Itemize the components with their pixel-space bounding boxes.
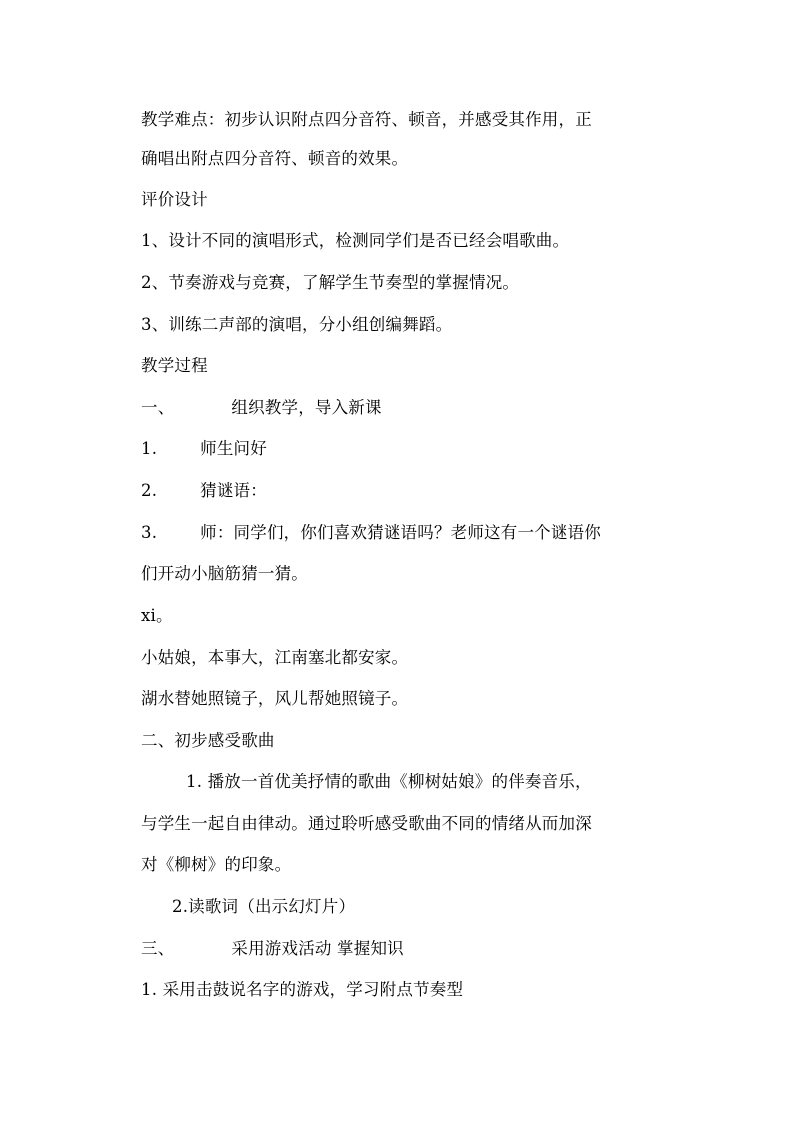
xi-line: xi。 <box>141 606 173 625</box>
step-3-number: 3. <box>141 523 158 542</box>
step-1-text: 师生问好 <box>200 439 267 458</box>
section-3-title: 采用游戏活动 掌握知识 <box>231 939 404 958</box>
section-2-heading: 二、初步感受歌曲 <box>141 731 275 750</box>
section-1-title: 组织教学，导入新课 <box>231 398 382 417</box>
riddle-line-1: 小姑娘，本事大，江南塞北都安家。 <box>141 648 409 667</box>
section-3-item-1: 1. 采用击鼓说名字的游戏，学习附点节奏型 <box>141 980 464 999</box>
evaluation-item-1: 1、设计不同的演唱形式，检测同学们是否已经会唱歌曲。 <box>141 231 570 250</box>
evaluation-item-2: 2、节奏游戏与竞赛，了解学生节奏型的掌握情况。 <box>141 273 520 292</box>
step-1 <box>141 439 267 459</box>
section-1-heading <box>141 398 382 418</box>
step-2-text: 猜谜语： <box>200 481 267 500</box>
step-3 <box>141 523 601 543</box>
step-2-number: 2. <box>141 481 158 500</box>
riddle-line-2: 湖水替她照镜子，风儿帮她照镜子。 <box>141 689 409 708</box>
step-1-number: 1. <box>141 439 158 458</box>
step-3-text: 师：同学们，你们喜欢猜谜语吗？老师这有一个谜语你 <box>200 523 601 542</box>
section-2-item-1-line-2: 与学生一起自由律动。通过聆听感受歌曲不同的情绪从而加深 <box>141 814 592 833</box>
difficulty-line-1: 教学难点：初步认识附点四分音符、顿音，并感受其作用，正 <box>141 110 592 129</box>
section-2-item-2: 2.读歌词（出示幻灯片） <box>172 897 356 916</box>
section-2-item-1-line-3: 对《柳树》的印象。 <box>141 855 292 874</box>
evaluation-item-3: 3、训练二声部的演唱，分小组创编舞蹈。 <box>141 315 453 334</box>
difficulty-line-2: 确唱出附点四分音符、顿音的效果。 <box>141 149 409 168</box>
section-3-number: 三、 <box>141 939 175 958</box>
evaluation-heading: 评价设计 <box>141 190 208 209</box>
step-3-continuation: 们开动小脑筋猜一猜。 <box>141 564 308 583</box>
section-1-number: 一、 <box>141 398 175 417</box>
section-2-item-1-line-1: 1. 播放一首优美抒情的歌曲《柳树姑娘》的伴奏音乐， <box>186 772 592 791</box>
step-2 <box>141 481 267 501</box>
section-3-heading <box>141 939 404 959</box>
process-heading: 教学过程 <box>141 356 208 375</box>
